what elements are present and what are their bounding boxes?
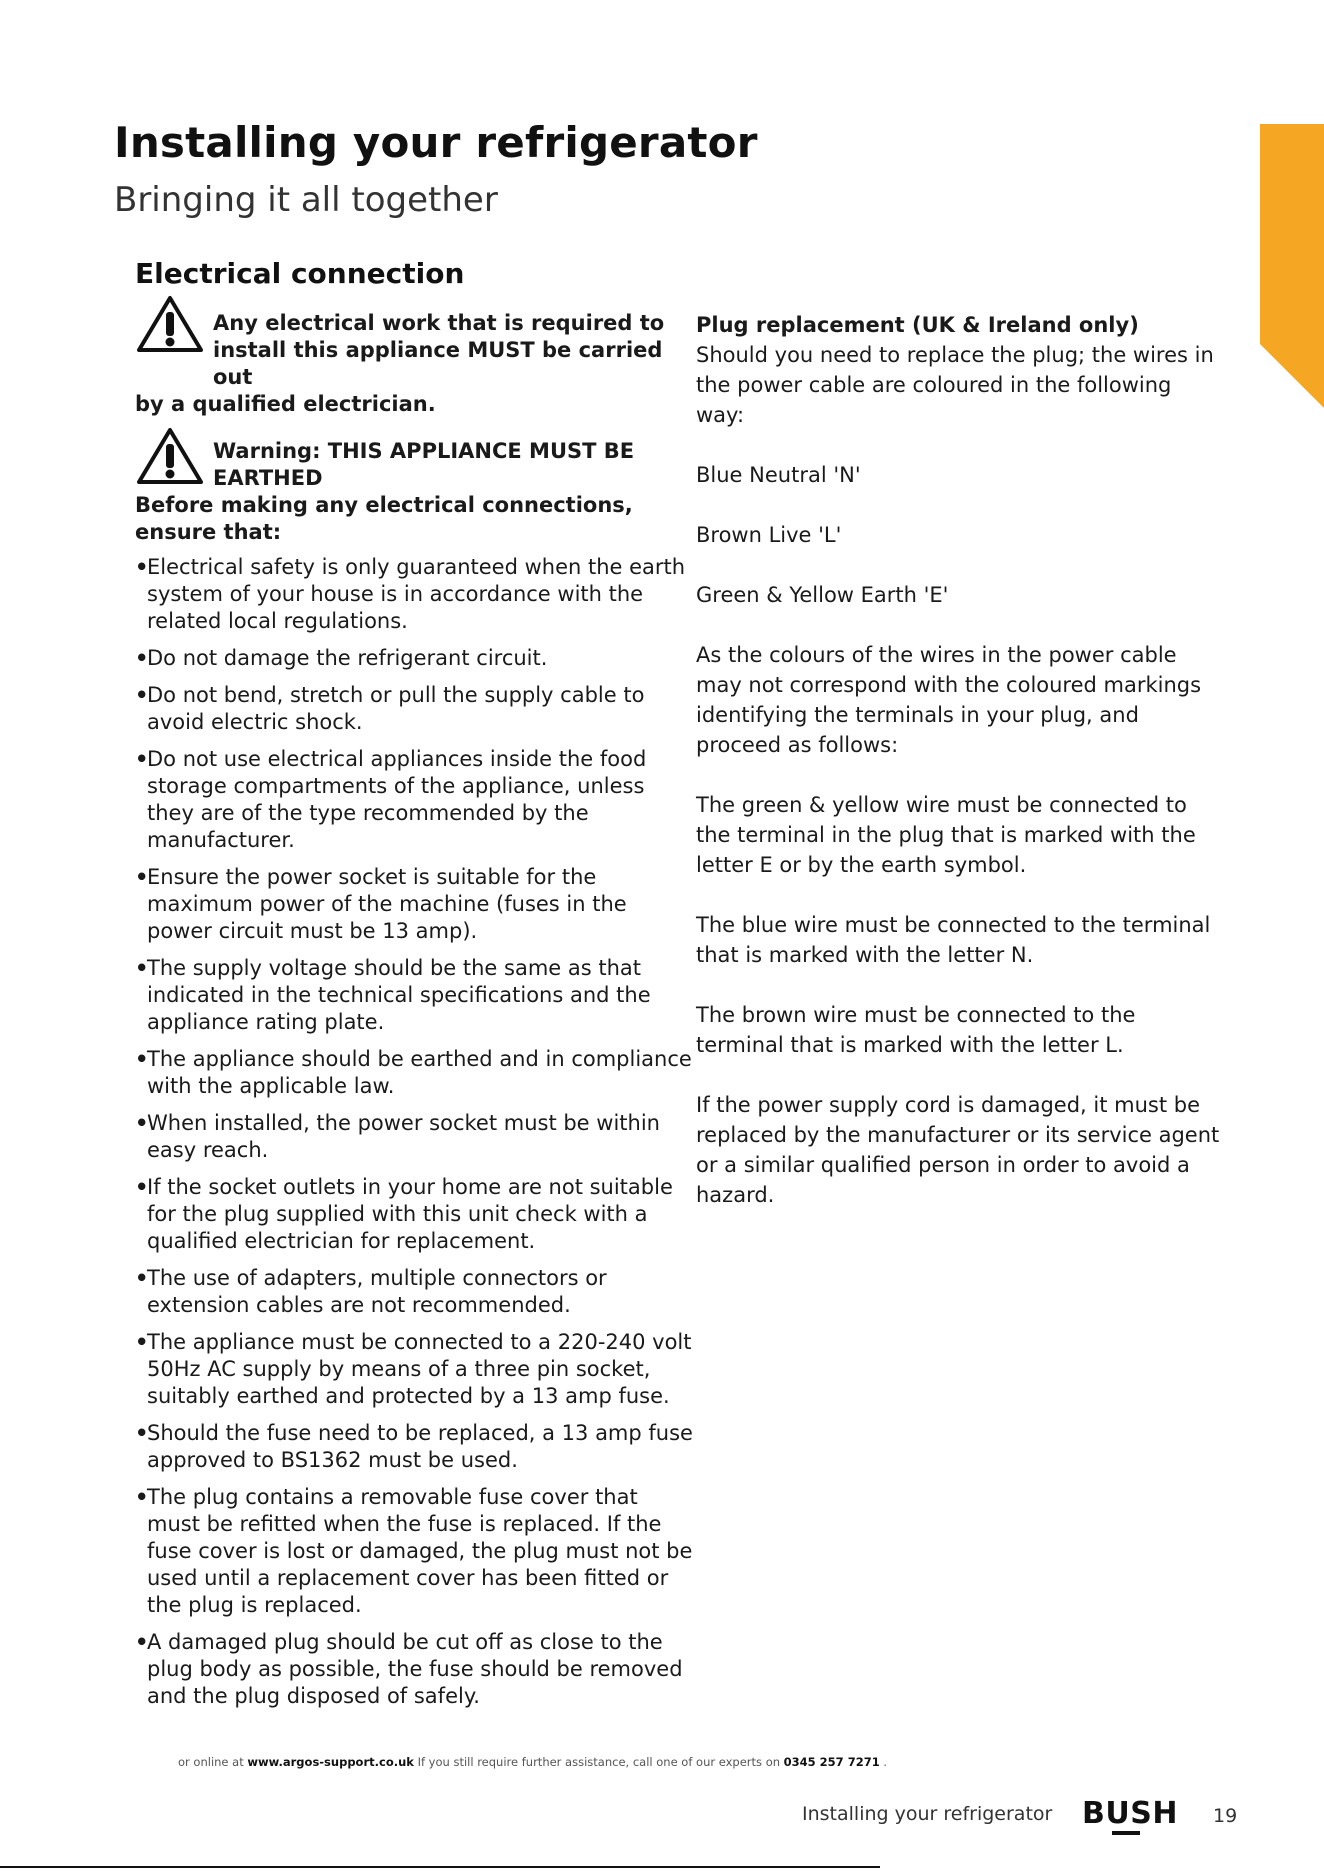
plug-replacement-heading: Plug replacement (UK & Ireland only) xyxy=(696,313,1139,337)
wire-colour-note: As the colours of the wires in the power cable may not correspond with the coloured markings identifying the terminals in your plug, and proceed as follows: xyxy=(696,643,1202,757)
page-number: 19 xyxy=(1213,1805,1238,1827)
list-item: • When installed, the power socket must be within easy reach. xyxy=(135,1111,660,1162)
warning-block-electrician xyxy=(135,310,695,418)
list-item: • Do not bend, stretch or pull the supply cable to avoid electric shock. xyxy=(135,683,645,734)
before-connections-text: Before making any electrical connections, ensure that: xyxy=(135,493,633,544)
warning-text-line1: Any electrical work that is required to xyxy=(213,311,665,335)
section-heading: Electrical connection xyxy=(135,257,465,290)
page-title: Installing your refrigerator xyxy=(114,118,758,167)
list-item: • If the socket outlets in your home are not suitable for the plug supplied with this unit check with a qualified electrician for replacement. xyxy=(135,1175,673,1253)
list-item: • A damaged plug should be cut off as close to the plug body as possible, the fuse should be removed and the plug disposed of safely. xyxy=(135,1630,683,1708)
list-item: • The appliance must be connected to a 220-240 volt 50Hz AC supply by means of a three pin socket, suitably earthed and protected by a 13 amp fuse. xyxy=(135,1330,692,1408)
support-url-link[interactable]: www.argos-support.co.uk xyxy=(247,1755,414,1769)
green-yellow-instruction: The green & yellow wire must be connected to the terminal in the plug that is marked with the letter E or by the earth symbol. xyxy=(696,793,1196,877)
warning-earthed-line2: EARTHED xyxy=(213,466,323,490)
left-column xyxy=(135,310,695,1720)
warning-earthed-line1: Warning: THIS APPLIANCE MUST BE xyxy=(213,439,635,463)
brand-logo: BUSH xyxy=(1082,1796,1178,1831)
plug-intro-text: Should you need to replace the plug; the wires in the power cable are coloured in the following way: xyxy=(696,343,1214,427)
list-item: • The use of adapters, multiple connectors or extension cables are not recommended. xyxy=(135,1266,607,1317)
footer-support-note: or online at www.argos-support.co.uk If you still require further assistance, call one of our experts on 0345 257 7271 . xyxy=(178,1755,888,1769)
orange-page-tab xyxy=(1260,124,1324,408)
list-item: • Should the fuse need to be replaced, a 13 amp fuse approved to BS1362 must be used. xyxy=(135,1421,693,1472)
damaged-cord-note: If the power supply cord is damaged, it must be replaced by the manufacturer or its service agent or a similar qualified person in order to avoid a hazard. xyxy=(696,1093,1220,1207)
brown-instruction: The brown wire must be connected to the terminal that is marked with the letter L. xyxy=(696,1003,1136,1057)
page-subtitle: Bringing it all together xyxy=(114,180,498,220)
support-phone: 0345 257 7271 xyxy=(783,1755,880,1769)
footer-section-name: Installing your refrigerator xyxy=(802,1803,1053,1825)
blue-instruction: The blue wire must be connected to the terminal that is marked with the letter N. xyxy=(696,913,1211,967)
warning-triangle-icon xyxy=(135,294,205,354)
list-item: • The appliance should be earthed and in compliance with the applicable law. xyxy=(135,1047,692,1098)
brand-logo-underline xyxy=(1112,1831,1140,1835)
list-item: • Do not damage the refrigerant circuit. xyxy=(135,646,548,670)
right-column xyxy=(696,310,1221,1240)
warning-block-earthed xyxy=(135,438,695,492)
list-item: • Ensure the power socket is suitable for the maximum power of the machine (fuses in the power circuit must be 13 amp). xyxy=(135,865,627,943)
list-item: • Do not use electrical appliances inside the food storage compartments of the appliance, unless they are of the type recommended by the manufacturer. xyxy=(135,747,647,852)
list-item: • The supply voltage should be the same as that indicated in the technical specifications and the appliance rating plate. xyxy=(135,956,651,1034)
wire-green-yellow-text: Green & Yellow Earth 'E' xyxy=(696,583,949,607)
warning-text-line3: by a qualified electrician. xyxy=(135,392,436,416)
wire-brown-text: Brown Live 'L' xyxy=(696,523,842,547)
list-item: • Electrical safety is only guaranteed when the earth system of your house is in accordance with the related local regulations. xyxy=(135,555,686,633)
safety-bullet-list xyxy=(135,554,695,1710)
bottom-divider xyxy=(0,1866,880,1868)
warning-triangle-icon xyxy=(135,426,205,486)
wire-blue-text: Blue Neutral 'N' xyxy=(696,463,861,487)
list-item: • The plug contains a removable fuse cover that must be refitted when the fuse is replaced. If the fuse cover is lost or damaged, the plug must not be used until a replacement cover has been fitted or the plug is replaced. xyxy=(135,1485,693,1617)
warning-text-line2: install this appliance MUST be carried out xyxy=(213,338,663,389)
